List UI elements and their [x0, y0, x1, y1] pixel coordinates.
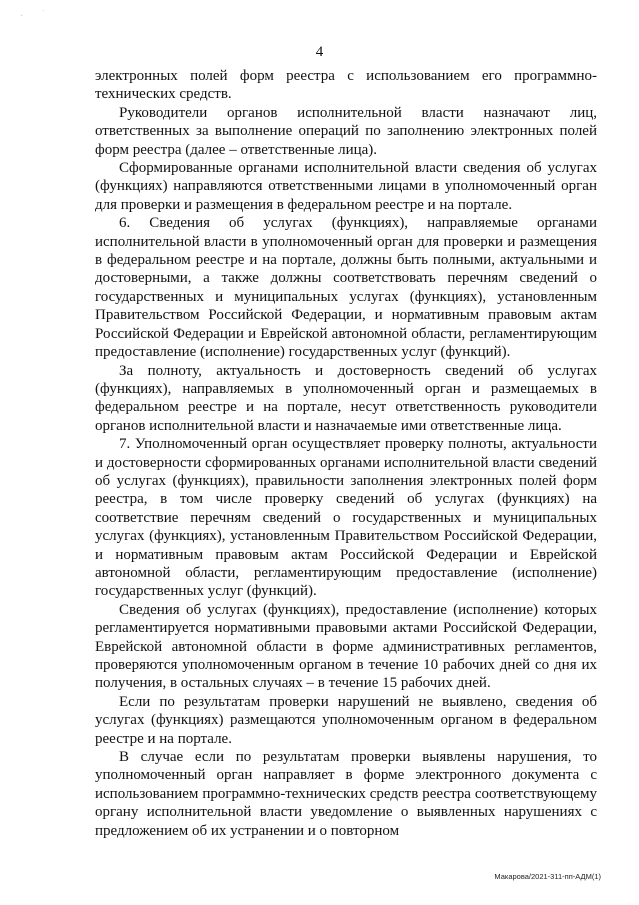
page-number: 4	[315, 44, 324, 60]
document-code: Макарова/2021-311-пп-АДМ(1)	[494, 872, 601, 881]
paragraph-continuation: электронных полей форм реестра с использованием его программно-технических средств.	[95, 68, 597, 103]
paragraph: Сформированные органами исполнительной власти сведения об услугах (функциях) направляются ответственными лицами в уполномоченный орган для проверки и размещения в федеральном реестре и на портале.	[95, 160, 597, 213]
scan-mark: ·	[20, 10, 24, 21]
paragraph-item-6: 6. Сведения об услугах (функциях), направляемые органами исполнительной власти в уполномоченный орган для проверки и размещения в федеральном реестре и на портале, должны быть полными, актуальными и достоверными, а также должны соответствовать перечням сведений о государственных и муниципальных услугах (функциях), установленным Правительством Российской Федерации, и нормативным правовым актам Российской Федерации и Еврейской автономной области, регламентирующим предоставление (исполнение) государственных услуг (функций).	[95, 215, 597, 361]
scan-mark: ·	[42, 6, 45, 15]
paragraph: В случае если по результатам проверки выявлены нарушения, то уполномоченный орган направляет в форме электронного документа с использованием программно-технических средств реестра соответствующему органу исполнительной власти уведомление о выявленных нарушениях с предложением об их устранении и о повторном	[95, 749, 597, 839]
paragraph: Руководители органов исполнительной власти назначают лиц, ответственных за выполнение операций по заполнению электронных полей форм реестра (далее – ответственные лица).	[95, 104, 597, 158]
paragraph: Если по результатам проверки нарушений не выявлено, сведения об услугах (функциях) размещаются уполномоченным органом в федеральном реестре и на портале.	[95, 693, 597, 747]
paragraph: За полноту, актуальность и достоверность сведений об услугах (функциях), направляемых в уполномоченный орган и размещаемых в федеральном реестре и на портале, несут ответственность руководители органов исполнительной власти и назначаемые ими ответственные лица.	[95, 362, 597, 434]
document-body	[95, 67, 597, 840]
paragraph-item-7: 7. Уполномоченный орган осуществляет проверку полноты, актуальности и достоверности сформированных органами исполнительной власти сведений об услугах (функциях), правильности заполнения электронных полей форм реестра, в том числе проверку сведений об услугах (функциях) на соответствие перечням сведений о государственных и муниципальных услугах (функциях), установленным Правительством Российской Федерации, и нормативным правовым актам Российской Федерации и Еврейской автономной области, регламентирующим предоставление (исполнение) государственных услуг (функций).	[95, 436, 597, 600]
paragraph: Сведения об услугах (функциях), предоставление (исполнение) которых регламентируется нормативными правовыми актами Российской Федерации, Еврейской автономной области в форме административных регламентов, проверяются уполномоченным органом в течение 10 рабочих дней со дня их получения, в остальных случаях – в течение 15 рабочих дней.	[95, 601, 597, 692]
